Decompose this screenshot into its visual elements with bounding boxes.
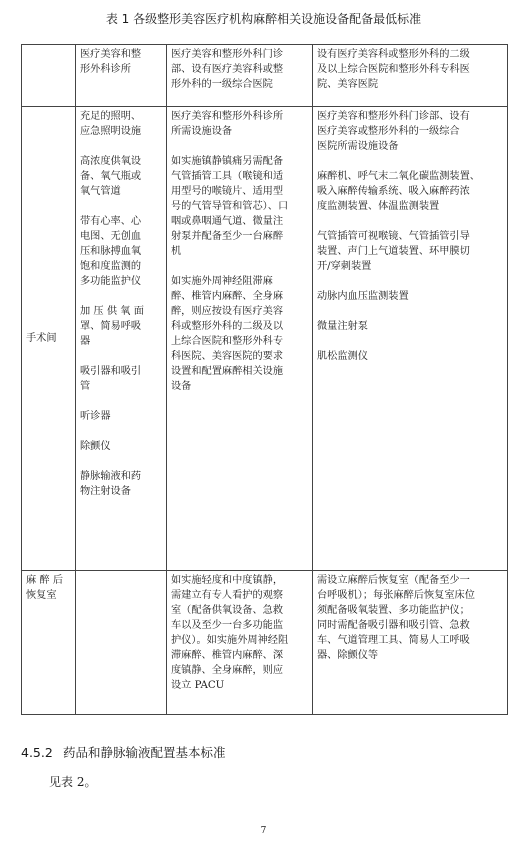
list-item: 加 压 供 氧 面 罩、简易呼吸 器 (80, 306, 144, 347)
equipment-standards-table (21, 44, 508, 715)
list-item: 动脉内血压监测装置 (317, 291, 409, 302)
cell-hospital-recovery-room (313, 571, 508, 715)
list-item: 听诊器 (80, 411, 111, 422)
list-item: 带有心率、心 电图、无创血 压和脉搏血氧 饱和度监测的 多功能监护仪 (80, 216, 142, 287)
page-number: 7 (260, 826, 267, 836)
list-item: 微量注射泵 (317, 321, 368, 332)
row-label-operating-room: 手术间 (22, 107, 76, 571)
list-item: 除颤仪 (80, 441, 111, 452)
section-number: 4.5.2 (21, 745, 53, 760)
header-cell-clinic: 医疗美容和整 形外科诊所 (76, 45, 167, 107)
list-item: 静脉输液和药 物注射设备 (80, 471, 142, 497)
list-item: 如实施镇静镇痛另需配备 气管插管工具（喉镜和适 用型号的喉镜片、适用型 号的气管导管和管芯）、口 咽或鼻咽通气道、微量注 射泵并配备至少一台麻醉 机 (171, 156, 289, 257)
list-item: 医疗美容和整形外科诊所 所需设施设备 (171, 111, 284, 137)
header-cell-hospital: 设有医疗美容科或整形外科的二级 及以上综合医院和整形外科专科医 院、美容医院 (313, 45, 508, 107)
header-cell-outpatient: 医疗美容和整形外科门诊 部、设有医疗美容科或整 形外科的一级综合医院 (167, 45, 313, 107)
body-text: 见表 2。 (49, 775, 97, 789)
list-item: 充足的照明、 应急照明设施 (80, 111, 142, 137)
table-header-row (22, 45, 508, 107)
list-item: 麻醉机、呼气末二氧化碳监测装置、 吸入麻醉传输系统、吸入麻醉药浓 度监测装置、体温监测装置 (317, 171, 480, 212)
table-row (22, 107, 508, 571)
list-item: 需设立麻醉后恢复室（配备至少一 台呼吸机）；每张麻醉后恢复室床位 须配备吸氧装置、多功能监护仪； 同时需配备吸引器和吸引管、急救 车、气道管理工具、简易人工呼吸 器、除颤仪等 (317, 575, 475, 661)
list-item: 如实施外周神经阻滞麻 醉、椎管内麻醉、全身麻 醉，则应按设有医疗美容 科或整形外科的二级及以 上综合医院和整形外科专 科医院、美容医院的要求 设置和配置麻醉相关设施 设备 (171, 276, 284, 392)
list-item: 如实施轻度和中度镇静， 需建立有专人看护的观察 室（配备供氧设备、急救 车以及至少一台多功能监 护仪）。如实施外周神经阻 滞麻醉、椎管内麻醉、深 度镇静、全身麻醉，则应 设立 PACU (171, 575, 289, 691)
header-cell-blank (22, 45, 76, 107)
list-item: 高浓度供氧设 备、氧气瓶或 氧气管道 (80, 156, 142, 197)
list-item: 吸引器和吸引 管 (80, 366, 142, 392)
table-row (22, 571, 508, 715)
list-item: 肌松监测仪 (317, 351, 368, 362)
cell-clinic-operating-room (76, 107, 167, 571)
cell-outpatient-recovery-room (167, 571, 313, 715)
list-item: 气管插管可视喉镜、气管插管引导 装置、声门上气道装置、环甲膜切 开/穿刺装置 (317, 231, 470, 272)
list-item: 医疗美容和整形外科门诊部、设有 医疗美容或整形外科的一级综合 医院所需设施设备 (317, 111, 470, 152)
cell-outpatient-operating-room (167, 107, 313, 571)
cell-clinic-recovery-room (76, 571, 167, 715)
section-title: 药品和静脉输液配置基本标准 (63, 745, 226, 760)
section-heading (21, 743, 226, 761)
cell-hospital-operating-room (313, 107, 508, 571)
table-title: 表 1 各级整形美容医疗机构麻醉相关设施设备配备最低标准 (105, 12, 422, 26)
row-label-recovery-room: 麻 醉 后 恢复室 (22, 571, 76, 715)
